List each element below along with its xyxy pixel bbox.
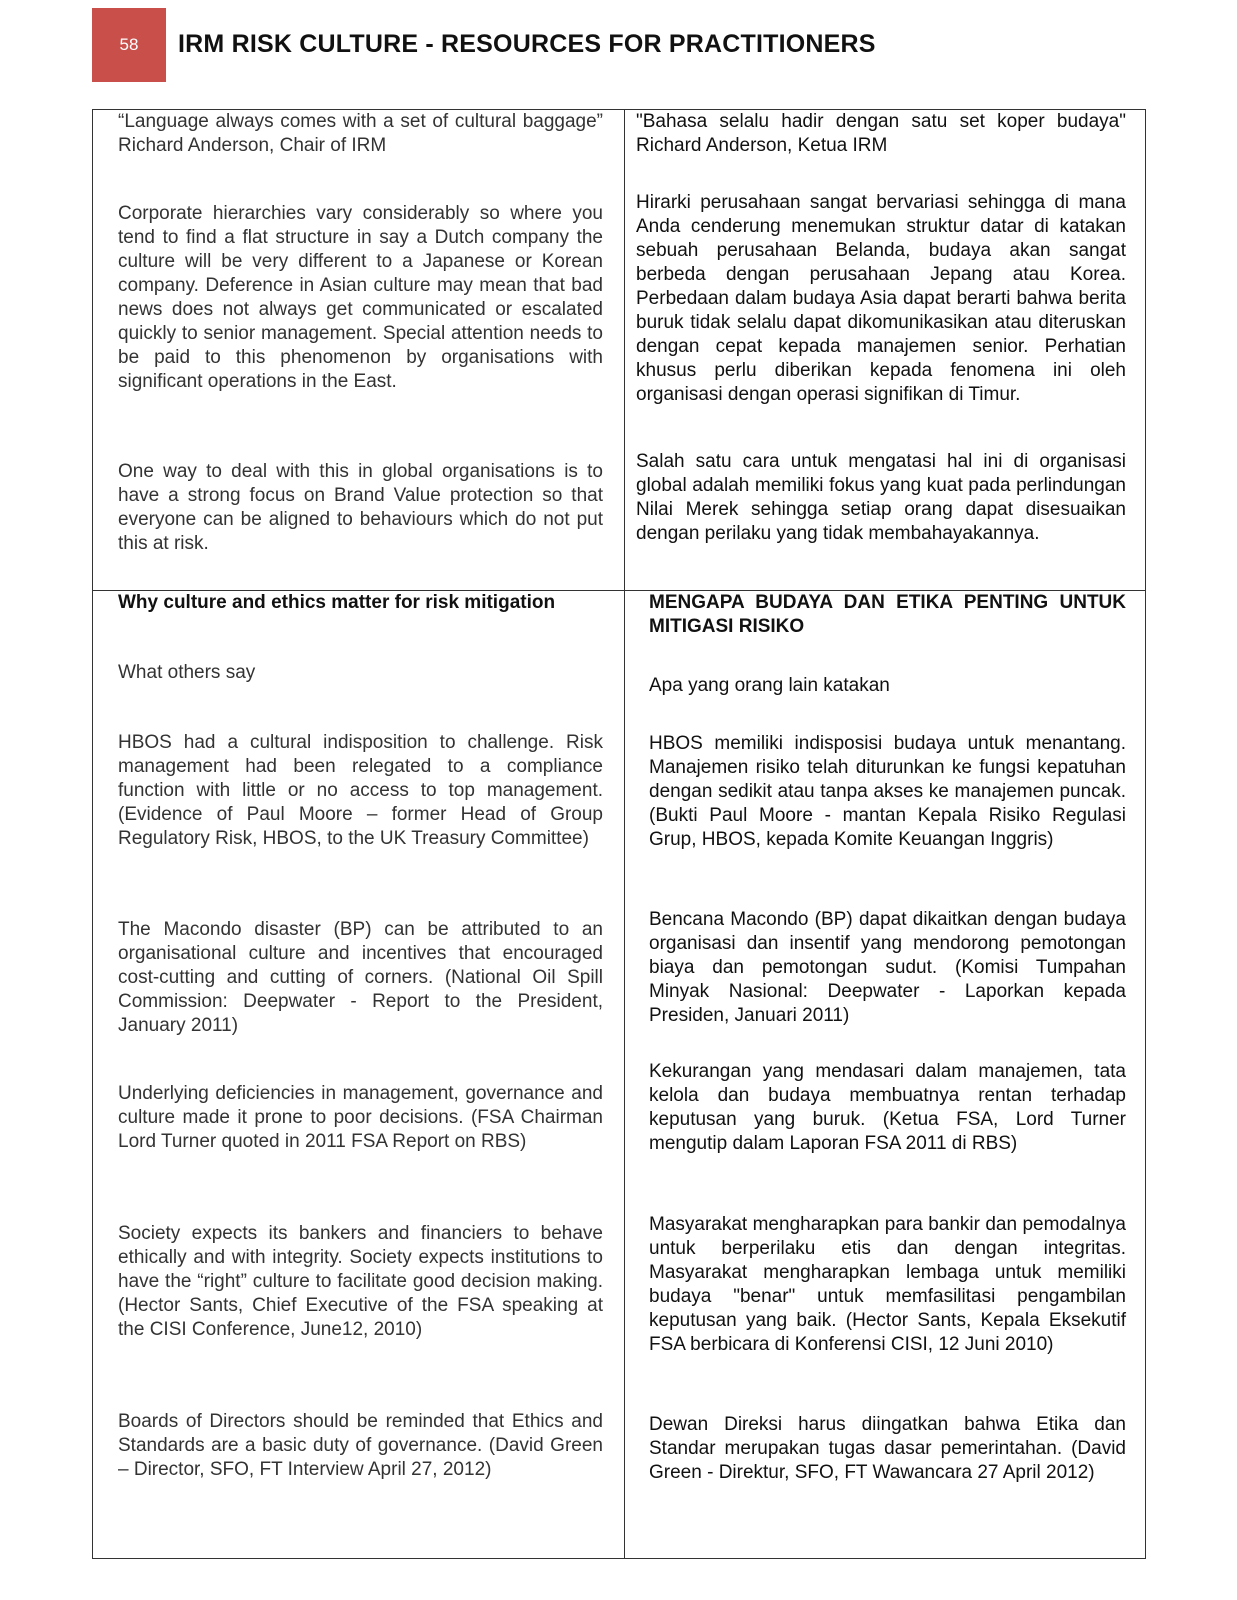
quote-id: Bencana Macondo (BP) dapat dikaitkan dengan budaya organisasi dan insentif yang mendorong pemotongan biaya dan pemotongan sudut. (Komisi Tumpahan Minyak Nasional: Deepwater - Laporkan kepada Presiden, Januari 2011) (649, 909, 1126, 1026)
subheading-id: Apa yang orang lain katakan (649, 675, 890, 696)
page-title: IRM RISK CULTURE - RESOURCES FOR PRACTITIONERS (178, 30, 876, 58)
column-divider (624, 110, 625, 1558)
quote-en: Underlying deficiencies in management, governance and culture made it prone to poor decisions. (FSA Chairman Lord Turner quoted in 2011 FSA Report on RBS) (118, 1083, 603, 1152)
page-number: 58 (119, 35, 139, 54)
subheading-en: What others say (118, 662, 256, 683)
page-number-badge (92, 8, 166, 82)
quote-id: "Bahasa selalu hadir dengan satu set koper budaya" Richard Anderson, Ketua IRM (636, 111, 1126, 156)
quote-en: HBOS had a cultural indisposition to challenge. Risk management had been relegated to a compliance function with little or no access to top management. (Evidence of Paul Moore – former Head of Group Regulatory Risk, HBOS, to the UK Treasury Committee) (118, 732, 603, 849)
paragraph-id: Salah satu cara untuk mengatasi hal ini di organisasi global adalah memiliki fokus yang kuat pada perlindungan Nilai Merek sehingga setiap orang dapat disesuaikan dengan perilaku yang tidak membahayakannya. (636, 451, 1126, 544)
bilingual-table (92, 109, 1146, 1559)
section-heading-id: MENGAPA BUDAYA DAN ETIKA PENTING UNTUK MITIGASI RISIKO (649, 592, 1126, 637)
quote-en: Society expects its bankers and financiers to behave ethically and with integrity. Society expects institutions to have the “right” culture to facilitate good decision making. (Hector Sants, Chief Executive of the FSA speaking at the CISI Conference, June12, 2010) (118, 1223, 603, 1340)
quote-id: Kekurangan yang mendasari dalam manajemen, tata kelola dan budaya membuatnya rentan terhadap keputusan yang buruk. (Ketua FSA, Lord Turner mengutip dalam Laporan FSA 2011 di RBS) (649, 1061, 1126, 1154)
quote-en: The Macondo disaster (BP) can be attributed to an organisational culture and incentives that encouraged cost-cutting and cutting of corners. (National Oil Spill Commission: Deepwater - Report to the President, January 2011) (118, 919, 603, 1036)
quote-id: Dewan Direksi harus diingatkan bahwa Etika dan Standar merupakan tugas dasar pemerintahan. (David Green - Direktur, SFO, FT Wawancara 27 April 2012) (649, 1414, 1126, 1483)
paragraph-id: Hirarki perusahaan sangat bervariasi sehingga di mana Anda cenderung menemukan struktur datar di katakan sebuah perusahaan Belanda, budaya akan sangat berbeda dengan perusahaan Jepang atau Korea. Perbedaan dalam budaya Asia dapat berarti bahwa berita buruk tidak selalu dapat dikomunikasikan atau diteruskan dengan cepat kepada manajemen senior. Perhatian khusus perlu diberikan kepada fenomena ini oleh organisasi dengan operasi signifikan di Timur. (636, 192, 1126, 405)
section-heading-en: Why culture and ethics matter for risk mitigation (118, 592, 556, 613)
quote-id: HBOS memiliki indisposisi budaya untuk menantang. Manajemen risiko telah diturunkan ke fungsi kepatuhan dengan sedikit atau tanpa akses ke manajemen puncak. (Bukti Paul Moore - mantan Kepala Risiko Regulasi Grup, HBOS, kepada Komite Keuangan Inggris) (649, 733, 1126, 850)
paragraph-en: One way to deal with this in global organisations is to have a strong focus on Brand Value protection so that everyone can be aligned to behaviours which do not put this at risk. (118, 461, 603, 554)
paragraph-en: Corporate hierarchies vary considerably so where you tend to find a flat structure in say a Dutch company the culture will be very different to a Japanese or Korean company. Deference in Asian culture may mean that bad news does not always get communicated or escalated quickly to senior management. Special attention needs to be paid to this phenomenon by organisations with significant operations in the East. (118, 203, 603, 392)
quote-en: “Language always comes with a set of cultural baggage” Richard Anderson, Chair of IRM (118, 111, 603, 156)
quote-en: Boards of Directors should be reminded that Ethics and Standards are a basic duty of governance. (David Green – Director, SFO, FT Interview April 27, 2012) (118, 1411, 603, 1480)
quote-id: Masyarakat mengharapkan para bankir dan pemodalnya untuk berperilaku etis dan dengan integritas. Masyarakat mengharapkan lembaga untuk memiliki budaya "benar" untuk memfasilitasi pengambilan keputusan yang baik. (Hector Sants, Kepala Eksekutif FSA berbicara di Konferensi CISI, 12 Juni 2010) (649, 1214, 1126, 1355)
